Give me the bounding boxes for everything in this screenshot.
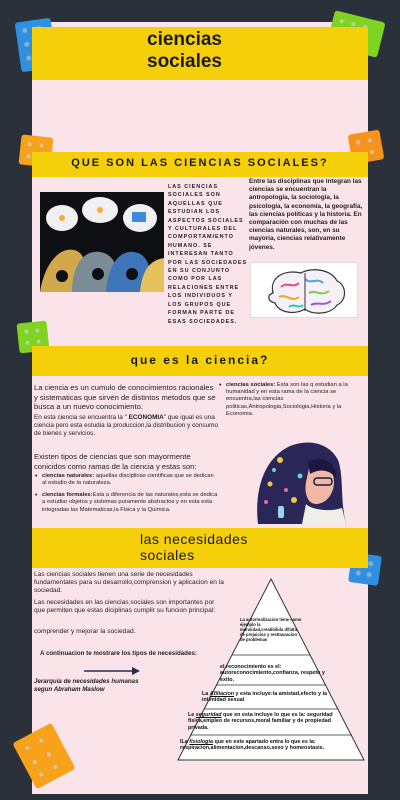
level-text-after: y esta incluye:la amistad,efecto y la intimidad sexual <box>202 691 327 704</box>
level-text-before: La <box>202 691 210 697</box>
pyramid-level-belonging <box>202 691 336 704</box>
pyramid-level-safety <box>188 712 348 731</box>
page-title: ciencias sociales <box>147 29 222 72</box>
list-item <box>34 473 218 488</box>
social-sciences-list <box>218 382 366 422</box>
brain-illustration <box>250 262 358 318</box>
woman-science-illustration <box>250 430 356 524</box>
heads-illustration <box>40 192 164 292</box>
type-desc: aquellas disciplinas cientificas que se dedican al estudio de la naturaleza. <box>42 473 214 487</box>
list-item <box>218 382 366 418</box>
economy-text-after: " que igual es una ciencia pero esta estudia la produccion,la distribucion y consumo de bienes y servicios. <box>34 414 219 438</box>
social-sciences-definition: LAS CIENCIAS SOCIALES SON AQUELLAS QUE ESTUDIAN LOS ASPECTOS SOCIALES Y CULTURALES DEL COMPORTAMIENTO HUMANO. SE INTERESAN TANTO POR LAS SOCIEDADES EN SU CONJUNTO COMO POR LAS RELACIONES ENTRE LOS INDIVIDUOS Y LOS GRUPOS QUE FORMAN PARTE DE ESAS SOCIEDADES. <box>168 184 248 325</box>
pyramid-level-esteem: el reconocimiento es el: autoreconocimiento,confianza, respeto y exito. <box>220 664 325 683</box>
level-text-before: Le <box>188 712 196 718</box>
science-types-intro: Existen tipos de ciencias que son mayormente conicidos como ramas de la ciencia y estas son: <box>34 452 197 471</box>
economy-term: ECONOMIA <box>128 414 164 421</box>
section1-heading: QUE SON LAS CIENCIAS SOCIALES? <box>71 157 329 169</box>
type-term: ciencias sociales: <box>226 382 276 388</box>
section2-band <box>32 346 368 376</box>
section3-heading: las necesidades sociales <box>140 531 248 563</box>
level-text-after: que en esta incluye lo que es la: seguridad fisica,empleo de recursos,moral familiar y de propiedad privada. <box>188 712 333 731</box>
economy-text-before: En esta ciencia se encuentra la " <box>34 414 129 421</box>
level-term: seguridad <box>195 712 222 718</box>
pyramid-level-self-actualization: La autorrealizacion tiene como ejemplo la moralidad,creatibilida d\falta de prejuicios y resttauracion de problemas <box>240 617 302 642</box>
level-term: fisiologia <box>189 739 213 745</box>
needs-types-intro: A continuacion te mostrare los tipos de necesidades: <box>40 650 197 657</box>
needs-intro: Las ciencias sociales tienen una serie de necesidades fundamentales para su desarrollo,comprension y aplicacion en la sociedad. <box>34 571 224 595</box>
maslow-caption: Jerarquia de necesidades humanas segun Abraham Maslow <box>34 678 139 693</box>
level-text-before: lLa <box>180 739 190 745</box>
economy-paragraph <box>34 414 218 439</box>
science-definition: La ciencia es un cumulo de conocimientos racionales y sistematicas que sirven de distintos metodos que se busca a un nuevo conocimiento. <box>34 383 216 411</box>
level-term: Afiliacion <box>209 691 235 697</box>
section1-band <box>32 152 368 177</box>
disciplines-text: Entre las disciplinas que integran las ciencias se encuentran la antropología, la sociología, la psicología, la economía, la geografía, las ciencias políticas y la historia. En comparación con muchas de las ciencias naturales, son, en su mayoría, ciencias relativamente jóvenes. <box>249 178 363 251</box>
type-desc: Esta a diferencia de las naturales,esta se dedica a estudiar objetos y sistemas puramente abstractos y en esta esta integradas las Matematicas,la Fisica y la Quimica. <box>42 491 218 513</box>
pyramid-level-physiological <box>180 739 356 752</box>
needs-purpose: comprender y mejorar la sociedad. <box>34 628 136 635</box>
level-text-after: que en este apartado entra lo que es la: respiracion,alimentacion,descanso,sexo y homeostasis. <box>180 739 325 752</box>
science-types-list <box>34 473 218 518</box>
needs-importance: Las necesidades en las ciencias sociales son importantes por que permiten que estas diciplinas cumplir su funcion principal: <box>34 599 216 615</box>
type-term: ciencias formales: <box>42 491 93 498</box>
list-item <box>34 492 218 514</box>
section2-heading: que es la ciencia? <box>130 353 270 367</box>
section3-band <box>32 528 368 568</box>
title-band <box>32 27 368 80</box>
type-term: ciencias naturales: <box>42 473 95 479</box>
arrow-right-icon <box>84 666 140 676</box>
type-desc: Esta son las q estudian a la humanidad y en esta rama de la ciencia se encuentra,las ciencias politicas,Antropologia,Sociologia,Historia y la Economia. <box>226 382 348 417</box>
